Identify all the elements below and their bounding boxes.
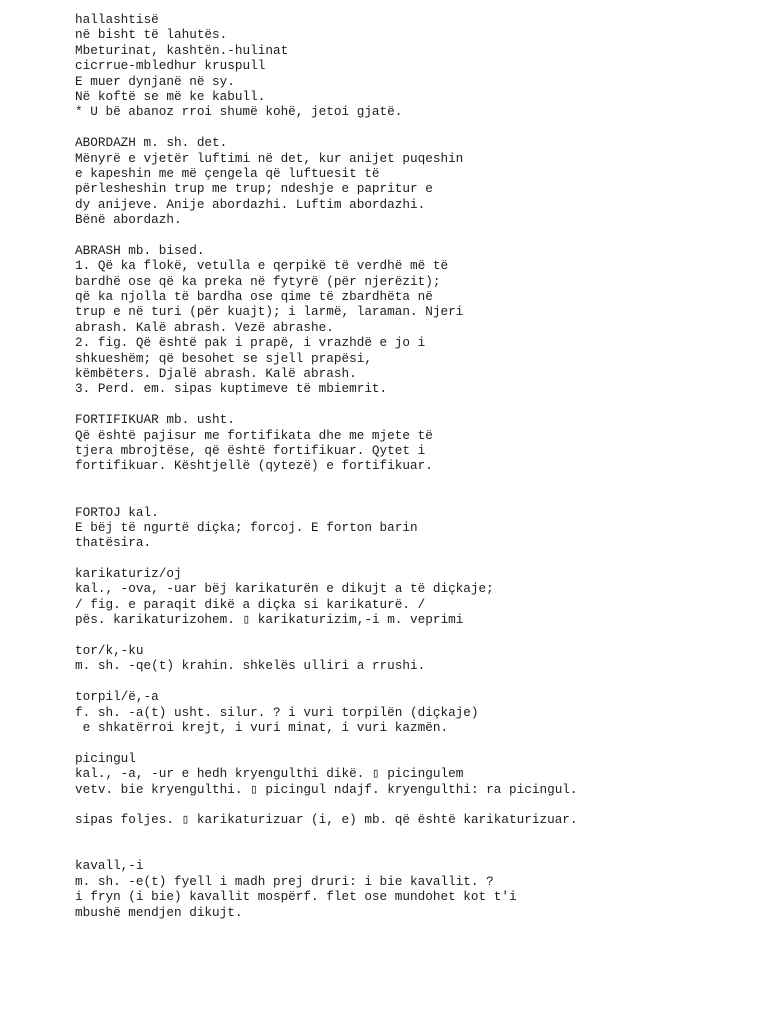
blank-line bbox=[75, 843, 755, 858]
blank-line bbox=[75, 551, 755, 566]
entry-headword-abrash: ABRASH mb. bised. bbox=[75, 242, 205, 258]
text-line: Mbeturinat, kashtën.-hulinat bbox=[75, 42, 289, 58]
text-line: cicrrue-mbledhur kruspull bbox=[75, 58, 266, 74]
blank-line bbox=[75, 628, 755, 643]
text-line: thatësira. bbox=[75, 535, 152, 551]
blank-line bbox=[75, 474, 755, 489]
blank-line bbox=[75, 227, 755, 242]
text-line: / fig. e paraqit dikë a diçka si karikaturë. / bbox=[75, 596, 426, 612]
text-line: shkueshëm; që besohet se sjell prapësi, bbox=[75, 350, 372, 366]
entry-headword-picingul: picingul bbox=[75, 750, 136, 766]
text-line: hallashtisë bbox=[75, 12, 159, 27]
text-line: sipas foljes. ▯ karikaturizuar (i, e) mb. që është karikaturizuar. bbox=[75, 812, 578, 828]
blank-line bbox=[75, 797, 755, 812]
text-line: Që është pajisur me fortifikata dhe me mjete të bbox=[75, 427, 433, 443]
text-line: 1. Që ka flokë, vetulla e qerpikë të verdhë më të bbox=[75, 258, 449, 274]
blank-line bbox=[75, 735, 755, 750]
text-line: Bënë abordazh. bbox=[75, 212, 182, 228]
text-line: f. sh. -a(t) usht. silur. ? i vuri torpilën (diçkaje) bbox=[75, 704, 479, 720]
text-line: bardhë ose që ka preka në fytyrë (për njerëzit); bbox=[75, 273, 441, 289]
blank-line bbox=[75, 828, 755, 843]
text-line: trup e në turi (për kuajt); i larmë, laraman. Njeri bbox=[75, 304, 464, 320]
text-line: abrash. Kalë abrash. Vezë abrashe. bbox=[75, 319, 334, 335]
text-line: m. sh. -e(t) fyell i madh prej druri: i bie kavallit. ? bbox=[75, 873, 494, 889]
text-line: E muer dynjanë në sy. bbox=[75, 73, 235, 89]
text-line: në bisht të lahutës. bbox=[75, 27, 228, 43]
text-line: 2. fig. Që është pak i prapë, i vrazhdë e jo i bbox=[75, 335, 426, 351]
text-line: e kapeshin me më çengela që luftuesit të bbox=[75, 165, 380, 181]
text-line: këmbëters. Djalë abrash. Kalë abrash. bbox=[75, 365, 357, 381]
text-line: që ka njolla të bardha ose qime të zbardhëta në bbox=[75, 289, 433, 305]
document-body bbox=[75, 12, 755, 920]
text-line: mbushë mendjen dikujt. bbox=[75, 904, 243, 920]
text-line: i fryn (i bie) kavallit mospërf. flet ose mundohet kot t'i bbox=[75, 889, 517, 905]
text-line: dy anijeve. Anije abordazhi. Luftim abordazhi. bbox=[75, 196, 426, 212]
text-line: 3. Perd. em. sipas kuptimeve të mbiemrit. bbox=[75, 381, 388, 397]
entry-headword-abordazh: ABORDAZH m. sh. det. bbox=[75, 135, 228, 151]
text-line: pës. karikaturizohem. ▯ karikaturizim,-i m. veprimi bbox=[75, 612, 464, 628]
text-line: kal., -a, -ur e hedh kryengulthi dikë. ▯ picingulem bbox=[75, 766, 464, 782]
text-line: kal., -ova, -uar bëj karikaturën e dikujt a të diçkaje; bbox=[75, 581, 494, 597]
text-line: Në koftë se më ke kabull. bbox=[75, 88, 266, 104]
text-line: fortifikuar. Kështjellë (qytezë) e fortifikuar. bbox=[75, 458, 433, 474]
entry-headword-fortoj: FORTOJ kal. bbox=[75, 504, 159, 520]
entry-headword-karikaturizoj: karikaturiz/oj bbox=[75, 566, 182, 582]
text-line: E bëj të ngurtë diçka; forcoj. E forton barin bbox=[75, 519, 418, 535]
entry-headword-tork: tor/k,-ku bbox=[75, 643, 144, 659]
blank-line bbox=[75, 397, 755, 412]
text-line: Mënyrë e vjetër luftimi në det, kur anijet puqeshin bbox=[75, 150, 464, 166]
entry-headword-fortifikuar: FORTIFIKUAR mb. usht. bbox=[75, 412, 235, 428]
blank-line bbox=[75, 489, 755, 504]
entry-headword-torpile: torpil/ë,-a bbox=[75, 689, 159, 705]
text-line: përlesheshin trup me trup; ndeshje e papritur e bbox=[75, 181, 433, 197]
text-line: e shkatërroi krejt, i vuri minat, i vuri kazmën. bbox=[75, 719, 449, 735]
text-line: tjera mbrojtëse, që është fortifikuar. Qytet i bbox=[75, 442, 426, 458]
blank-line bbox=[75, 120, 755, 135]
text-line: vetv. bie kryengulthi. ▯ picingul ndajf. kryengulthi: ra picingul. bbox=[75, 781, 578, 797]
blank-line bbox=[75, 674, 755, 689]
text-line: m. sh. -qe(t) krahin. shkelës ulliri a rrushi. bbox=[75, 658, 426, 674]
entry-headword-kavall: kavall,-i bbox=[75, 858, 144, 874]
text-line: * U bë abanoz rroi shumë kohë, jetoi gjatë. bbox=[75, 104, 403, 120]
